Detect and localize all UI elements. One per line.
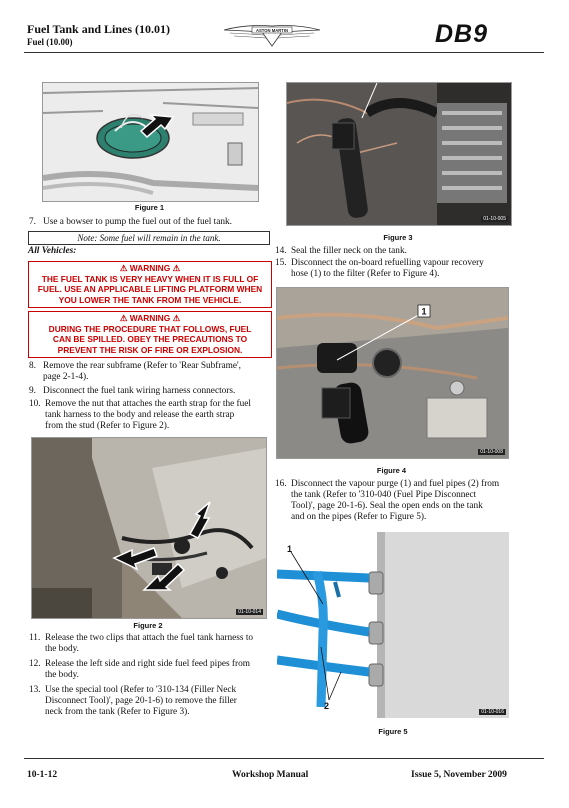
warning-icon: ⚠ (172, 313, 181, 323)
step-number: 12. (29, 659, 41, 669)
figure-3-caption: Figure 3 (383, 233, 413, 242)
step-number: 16. (275, 479, 287, 489)
step-13 (29, 685, 274, 721)
manual-title: Workshop Manual (232, 770, 309, 780)
warning-line: DURING THE PROCEDURE THAT FOLLOWS, FUEL (48, 323, 252, 334)
step-text: Release the two clips that attach the fuel tank harness to the body. (45, 633, 254, 654)
footer-divider (24, 758, 544, 759)
note-box: Note: Some fuel will remain in the tank. (28, 231, 270, 245)
figure-3-image (286, 82, 512, 226)
warning-line: YOU LOWER THE TANK FROM THE VEHICLE. (58, 294, 242, 305)
svg-text:ASTON MARTIN: ASTON MARTIN (255, 27, 289, 33)
figure-2-caption: Figure 2 (133, 621, 163, 630)
callout-1: 1 (421, 306, 427, 317)
step-text: Disconnect the on-board refuelling vapour recovery hose (1) to the filter (Refer to Figure 4). (291, 258, 484, 279)
warning-line: FUEL. USE AN APPLICABLE LIFTING PLATFORM WHEN (37, 284, 263, 294)
step-11 (29, 633, 274, 657)
warning-icon: ⚠ (119, 313, 128, 323)
header-divider (24, 52, 544, 53)
step-text: Use the special tool (Refer to '310-134 (Filler Neck Disconnect Tool)', page 20-1-6) to remove the filler neck from the tank (Refer to Figure 3). (45, 685, 237, 717)
figure-5-image (277, 532, 509, 718)
step-number: 8. (29, 361, 36, 371)
all-vehicles-heading: All Vehicles: (28, 246, 77, 256)
step-12 (29, 659, 274, 683)
warning-box-heavy-tank (28, 261, 272, 308)
step-text: Remove the nut that attaches the earth strap for the fuel tank harness to the body and release the earth strap from the stud (Refer to Figure 2). (45, 399, 252, 431)
step-text: Seal the filler neck on the tank. (291, 246, 407, 256)
step-text: Use a bowser to pump the fuel out of the fuel tank. (43, 217, 232, 227)
figure-3-code: 01-10-005 (483, 216, 506, 222)
page-number: 10-1-12 (27, 770, 58, 780)
warning-line: THE FUEL TANK IS VERY HEAVY WHEN IT IS FULL OF (41, 273, 259, 284)
step-10 (29, 399, 274, 433)
figure-5-code: 01-10-016 (481, 709, 504, 715)
figure-4-image (276, 287, 509, 459)
step-text: Disconnect the fuel tank wiring harness connectors. (43, 386, 236, 396)
step-number: 13. (29, 685, 41, 695)
step-7 (29, 217, 269, 229)
step-number: 14. (275, 246, 287, 256)
figure-1-image (42, 82, 259, 202)
step-number: 11. (29, 633, 41, 643)
figure-5-caption: Figure 5 (378, 727, 408, 736)
aston-martin-logo (222, 22, 322, 50)
figure-1-caption: Figure 1 (134, 203, 165, 212)
step-number: 9. (29, 386, 36, 396)
warning-heading: WARNING (129, 313, 171, 323)
step-text: Disconnect the vapour purge (1) and fuel pipes (2) from the tank (Refer to '310-040 (Fuel Pipe Disconnect Tool)', page 20-1-6). Seal the open ends on the tank and on the pipes (Refer to Figure 5). (291, 479, 500, 522)
step-number: 7. (29, 217, 36, 227)
step-9 (29, 386, 274, 398)
warning-line: PREVENT THE RISK OF FIRE OR EXPLOSION. (57, 344, 243, 355)
figure-2-image (31, 437, 267, 619)
figure-2-code: 01-10-014 (238, 609, 261, 615)
callout-1: 1 (287, 544, 293, 554)
warning-icon: ⚠ (119, 263, 128, 273)
section-subtitle: Fuel (10.00) (27, 37, 73, 47)
model-badge: DB9 (435, 20, 489, 48)
section-title: Fuel Tank and Lines (10.01) (27, 22, 171, 36)
step-text: Release the left side and right side fuel feed pipes from the body. (45, 659, 250, 680)
issue-date: Issue 5, November 2009 (411, 770, 507, 780)
warning-heading: WARNING (129, 263, 171, 273)
step-8 (29, 361, 274, 385)
warning-box-fuel-spill (28, 311, 272, 358)
step-15 (275, 258, 535, 282)
callout-2: 2 (324, 701, 330, 711)
warning-line: CAN BE SPILLED. OBEY THE PRECAUTIONS TO (52, 334, 248, 344)
step-text: Remove the rear subframe (Refer to 'Rear Subframe', page 2-1-4). (43, 361, 241, 382)
warning-icon: ⚠ (172, 263, 181, 273)
step-number: 10. (29, 399, 41, 409)
figure-4-caption: Figure 4 (376, 466, 407, 475)
step-number: 15. (275, 258, 287, 268)
step-14 (275, 246, 535, 258)
step-16 (275, 479, 540, 525)
figure-4-code: 01-10-008 (480, 449, 503, 455)
